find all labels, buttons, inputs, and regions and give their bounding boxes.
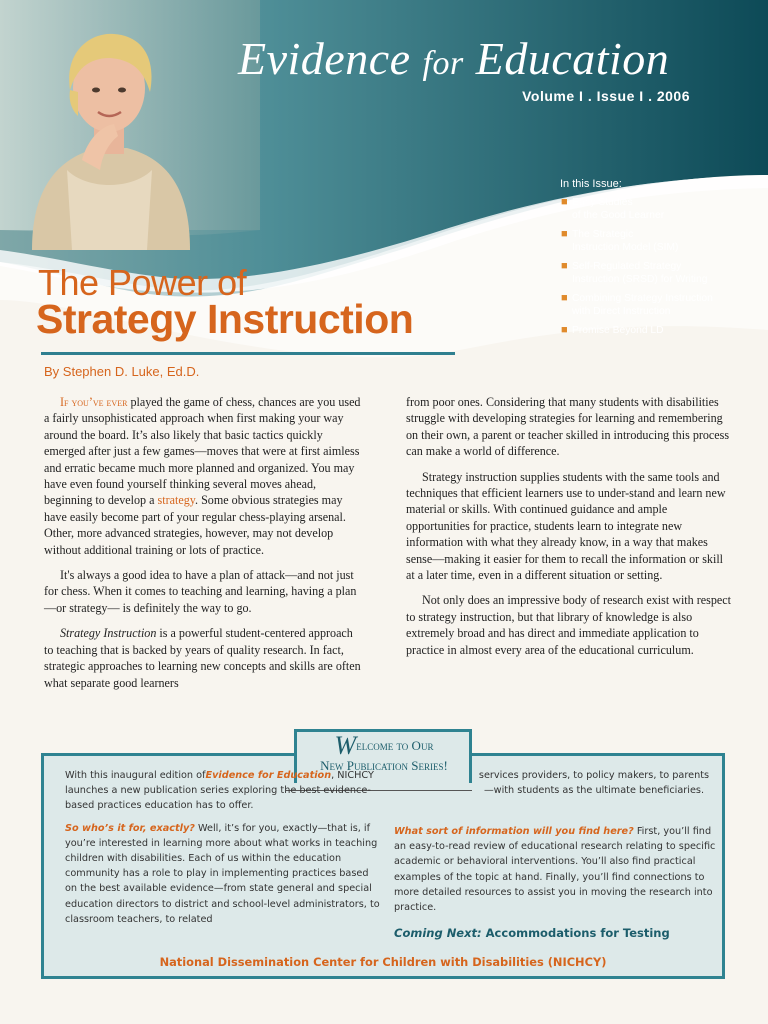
article-title-line1: The Power of xyxy=(38,262,247,303)
welcome-title-initial: W xyxy=(334,731,357,760)
teacher-photo xyxy=(22,20,197,250)
welcome-who xyxy=(65,821,383,927)
toc-item xyxy=(560,196,760,222)
toc-item xyxy=(560,324,760,337)
text-run: is a powerful student-centered approach to teaching that is backed by years of quality research. In fact, strategic approaches to learning new concepts and skills are often what separate good learners xyxy=(44,626,361,690)
bullet-icon: ■ xyxy=(561,228,568,240)
text-run: , NICHCY launches a new publication series exploring the best evidence-based practices education has to offer. xyxy=(65,770,374,812)
welcome-title-line1: elcome to Our xyxy=(356,738,434,753)
toc-item-text: Early Studies of the Good Learner xyxy=(572,197,665,221)
text-run: Strategy instruction supplies students with the same tools and techniques that efficient learners use to under-stand and learn new material or skills. With continued guidance and ample opportunities for practice, students learn to integrate new information with what they already know, in a way that makes sense—making it easier for them to recall the information or skill at a later time, even in a different situation or setting. xyxy=(406,469,726,583)
text-run: Evidence for Education xyxy=(205,770,332,781)
paragraph xyxy=(44,567,364,616)
text-run: from poor ones. Considering that many students with disabilities struggle with developing strategies for learning and remembering on their own, a parent or teacher skilled in introducing this process can make a world of difference. xyxy=(406,395,730,459)
welcome-title-line2: New Publication Series! xyxy=(320,758,448,773)
issue-line: Volume I . Issue I . 2006 xyxy=(522,88,690,104)
bullet-icon: ■ xyxy=(561,260,568,272)
publisher-footer: National Dissemination Center for Children with Disabilities (NICHCY) xyxy=(159,955,607,969)
masthead-word-evidence: Evidence xyxy=(238,33,411,84)
bullet-icon: ■ xyxy=(561,196,568,208)
paragraph xyxy=(406,394,732,460)
welcome-continued: services providers, to policy makers, to parents—with students as the ultimate beneficiaries. xyxy=(478,770,710,797)
toc-item-text: Combining Strategy Instruction with Direct Instruction xyxy=(572,293,713,317)
text-run: So who’s it for, exactly? xyxy=(65,822,195,834)
toc-item-text: Self-Regulated Strategy Instruction (SRSD) for Writing xyxy=(572,261,708,285)
welcome-right-column xyxy=(394,824,718,915)
paragraph xyxy=(44,625,364,691)
bullet-icon: ■ xyxy=(561,292,568,304)
bullet-icon: ■ xyxy=(561,324,568,336)
text-run: With this inaugural edition of xyxy=(65,770,206,781)
article-column-left xyxy=(44,394,364,700)
byline: By Stephen D. Luke, Ed.D. xyxy=(44,364,200,379)
coming-next xyxy=(394,926,670,940)
welcome-what xyxy=(394,824,718,915)
text-run: If you’ve ever xyxy=(60,395,128,409)
text-run: First, you’ll find an easy-to-read review of educational research relating to specific academic or behavioral interventions. You’ll also find practical examples of the topic at hand. Finally, you’ll find connections to more detailed resources to assist you in moving the research into practice. xyxy=(394,826,716,914)
in-this-issue-heading: In this Issue: xyxy=(560,178,622,190)
in-this-issue xyxy=(560,178,760,343)
toc-item xyxy=(560,292,760,318)
welcome-intro xyxy=(65,768,383,814)
text-run: strategy xyxy=(157,493,196,508)
text-run: played the game of chess, chances are you used a fairly unsophisticated approach when first making your way around the board. It’s also likely that basic tactics quickly emerged after just a few games—moves that were at first aimless and erratic became much more planned and organized. You may have even found yourself thinking several moves ahead, beginning to develop a xyxy=(44,395,361,508)
coming-next-lead: Coming Next: xyxy=(394,926,482,940)
toc-item-text: The Strategic Instruction Model (SIM) xyxy=(572,229,679,253)
article-column-right xyxy=(406,394,732,667)
paragraph xyxy=(406,469,732,584)
text-run: Strategy Instruction xyxy=(60,626,157,641)
toc-item-text: Promise Beyond LD xyxy=(572,325,664,336)
masthead-word-for: for xyxy=(422,45,464,82)
text-run: Well, it’s for you, exactly—that is, if you’re interested in learning more about what works in teaching children with disabilities. Each of us within the education community has a role to play in implementing practices based on the best available evidence—from state general and special education directors to district and school-level administrators, to classroom teachers, to related xyxy=(65,822,380,925)
text-run: It's always a good idea to have a plan of attack—and not just for chess. When it comes to teaching and learning, having a plan—or strategy— is definitely the way to go. xyxy=(44,568,357,615)
welcome-left-column xyxy=(65,768,383,927)
in-this-issue-list xyxy=(560,196,760,337)
toc-item xyxy=(560,260,760,286)
masthead-title xyxy=(238,32,669,85)
title-rule xyxy=(41,352,455,355)
masthead-word-education: Education xyxy=(475,33,670,84)
toc-item xyxy=(560,228,760,254)
paragraph xyxy=(44,394,364,558)
paragraph xyxy=(406,592,732,658)
article-title-line2: Strategy Instruction xyxy=(36,296,414,342)
coming-next-topic: Accommodations for Testing xyxy=(485,926,670,940)
text-run: . Some obvious strategies may have easily become part of your regular chess-playing arsenal. Other, more advanced strategies, however, may not develop without additional training or lots of practice. xyxy=(44,493,346,557)
text-run: What sort of information will you find here? xyxy=(394,826,634,837)
text-run: Not only does an impressive body of research exist with respect to strategy instruction, but that library of knowledge is also extremely broad and has direct and immediate application to practice in almost every area of the educational curriculum. xyxy=(406,593,731,657)
